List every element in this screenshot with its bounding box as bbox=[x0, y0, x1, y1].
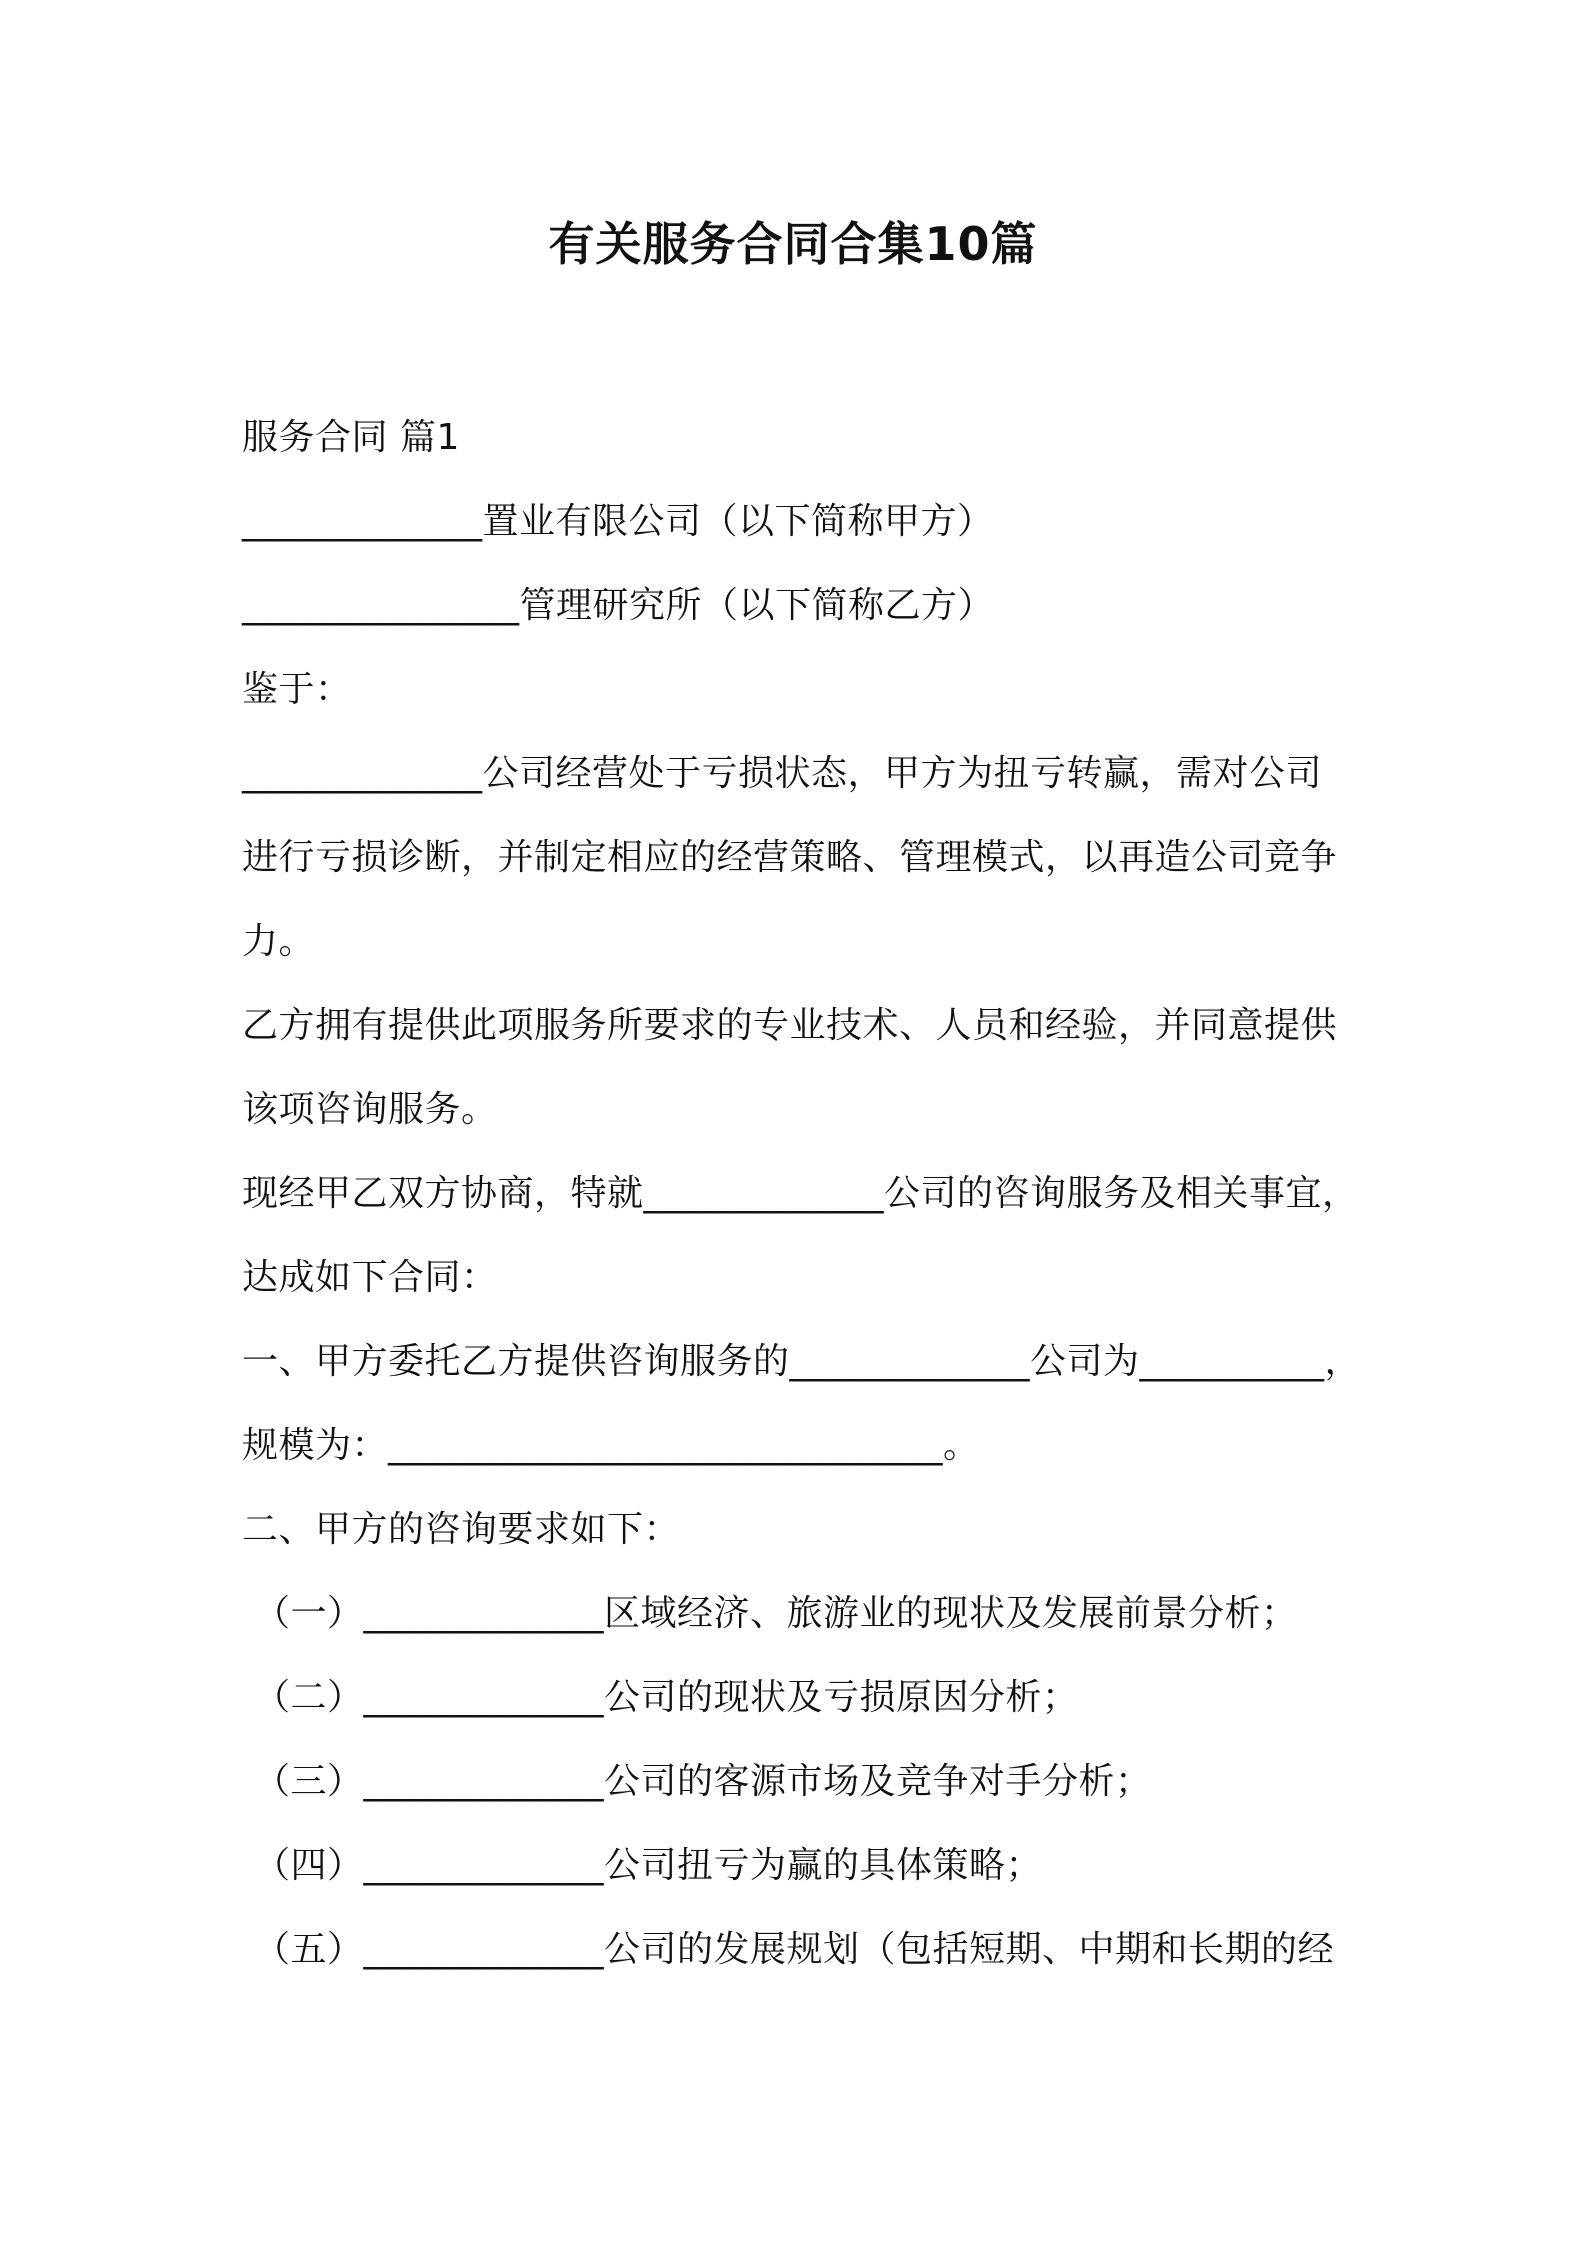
paragraph-line: 该项咨询服务。 bbox=[242, 1089, 498, 1130]
party-a-line: _____________置业有限公司（以下简称甲方） bbox=[242, 501, 994, 542]
list-item: （二）_____________公司的现状及亏损原因分析； bbox=[254, 1677, 1079, 1718]
whereas-label: 鉴于： bbox=[242, 669, 352, 710]
list-item: （四）_____________公司扭亏为赢的具体策略； bbox=[254, 1845, 1043, 1886]
party-b-line: _______________管理研究所（以下简称乙方） bbox=[242, 585, 995, 626]
list-item: （五）_____________公司的发展规划（包括短期、中期和长期的经 bbox=[254, 1929, 1335, 1970]
list-item: （一）_____________区域经济、旅游业的现状及发展前景分析； bbox=[254, 1593, 1298, 1634]
paragraph-line: _____________公司经营处于亏损状态，甲方为扭亏转赢，需对公司 bbox=[242, 753, 1323, 794]
clause-one-line: 规模为：______________________________。 bbox=[242, 1425, 980, 1466]
paragraph-line: 力。 bbox=[242, 921, 316, 962]
paragraph-line: 乙方拥有提供此项服务所要求的专业技术、人员和经验，并同意提供 bbox=[242, 1005, 1338, 1046]
paragraph-line: 现经甲乙双方协商，特就_____________公司的咨询服务及相关事宜， bbox=[242, 1173, 1359, 1214]
clause-one-line: 一、甲方委托乙方提供咨询服务的_____________公司为__________， bbox=[242, 1341, 1362, 1382]
clause-two-heading: 二、甲方的咨询要求如下： bbox=[242, 1509, 681, 1550]
paragraph-line: 达成如下合同： bbox=[242, 1257, 498, 1298]
list-item: （三）_____________公司的客源市场及竞争对手分析； bbox=[254, 1761, 1152, 1802]
document-title: 有关服务合同合集10篇 bbox=[548, 217, 1038, 271]
paragraph-line: 进行亏损诊断，并制定相应的经营策略、管理模式，以再造公司竞争 bbox=[242, 837, 1338, 878]
section-heading: 服务合同 篇1 bbox=[242, 417, 460, 458]
